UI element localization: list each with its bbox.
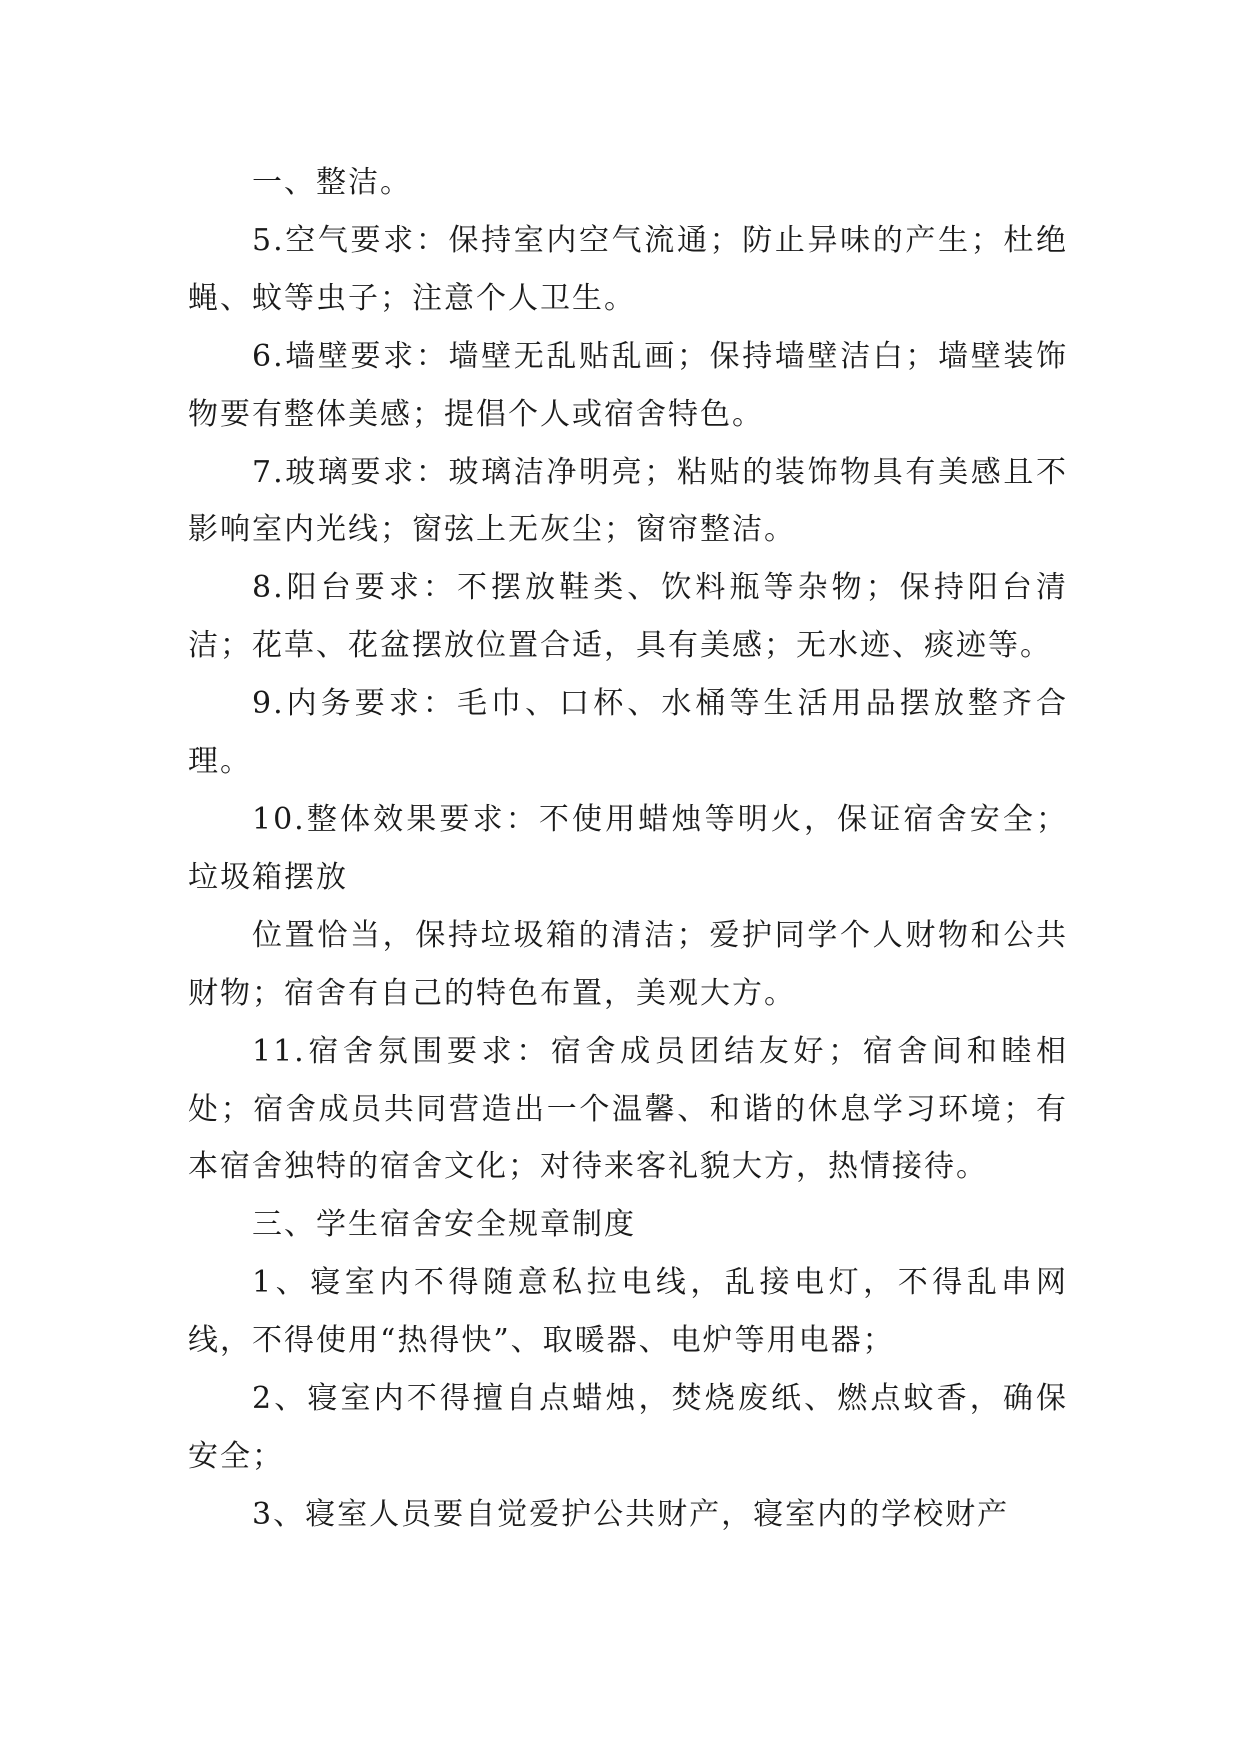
paragraph-air-requirements: 5.空气要求：保持室内空气流通；防止异味的产生；杜绝蝇、蚊等虫子；注意个人卫生。 xyxy=(188,222,1068,316)
paragraph-atmosphere-requirements: 11.宿舍氛围要求：宿舍成员团结友好；宿舍间和睦相处；宿舍成员共同营造出一个温馨、和谐的休息学习环境；有本宿舍独特的宿舍文化；对待来客礼貌大方，热情接待。 xyxy=(188,1033,1068,1185)
paragraph-balcony-requirements: 8.阳台要求：不摆放鞋类、饮料瓶等杂物；保持阳台清洁；花草、花盆摆放位置合适，具有美感；无水迹、痰迹等。 xyxy=(188,570,1068,664)
paragraph-safety-rule-2: 2、寝室内不得擅自点蜡烛，焚烧废纸、燃点蚊香，确保安全； xyxy=(188,1381,1068,1474)
paragraph-overall-effect-continued: 位置恰当，保持垃圾箱的清洁；爱护同学个人财物和公共财物；宿舍有自己的特色布置，美观大方。 xyxy=(188,917,1068,1011)
paragraph-overall-effect-requirements: 10.整体效果要求：不使用蜡烛等明火，保证宿舍安全；垃圾箱摆放 xyxy=(188,801,1068,895)
document-body xyxy=(188,154,1068,1544)
paragraph-housekeeping-requirements: 9.内务要求：毛巾、口杯、水桶等生活用品摆放整齐合理。 xyxy=(188,686,1068,780)
paragraph-safety-rule-3: 3、寝室人员要自觉爱护公共财产，寝室内的学校财产 xyxy=(252,1496,1010,1532)
heading-cleanliness: 一、整洁。 xyxy=(252,165,412,200)
paragraph-safety-rule-1: 1、寝室内不得随意私拉电线，乱接电灯，不得乱串网线，不得使用“热得快”、取暖器、电炉等用电器； xyxy=(188,1265,1068,1359)
paragraph-wall-requirements: 6.墙壁要求：墙壁无乱贴乱画；保持墙壁洁白；墙壁装饰物要有整体美感；提倡个人或宿舍特色。 xyxy=(188,338,1068,432)
heading-safety-rules: 三、学生宿舍安全规章制度 xyxy=(252,1207,636,1243)
paragraph-glass-requirements: 7.玻璃要求：玻璃洁净明亮；粘贴的装饰物具有美感且不影响室内光线；窗弦上无灰尘；窗帘整洁。 xyxy=(188,454,1068,548)
